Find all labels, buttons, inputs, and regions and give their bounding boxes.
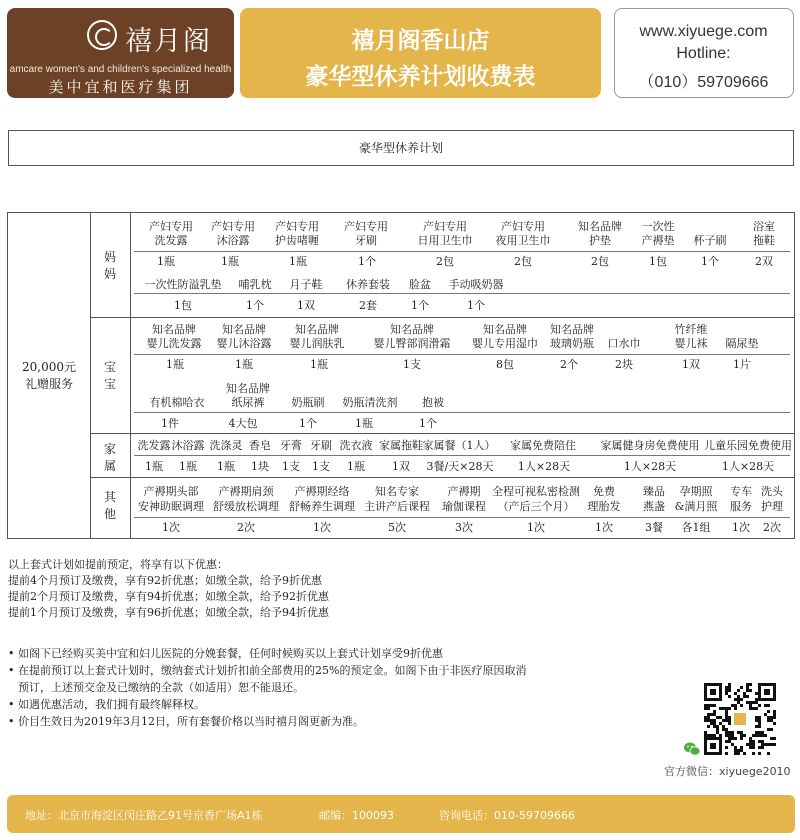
mom-row1-item-8-line1: 一次性 — [641, 220, 675, 233]
terms-notes — [8, 645, 526, 730]
family-row-item-1-qty: 1瓶 — [145, 460, 163, 473]
logo-box — [7, 8, 234, 98]
other-row-item-3-name: 舒畅养生调理 — [289, 500, 355, 513]
other-row-item-11-line1: 洗头 — [761, 485, 783, 498]
family-row-item-6-qty: 1支 — [312, 460, 330, 473]
other-row-item-7-line1: 免费 — [593, 485, 615, 498]
baby-row2-item-1-qty: 1件 — [161, 417, 179, 430]
other-row-item-2-line1: 产褥期肩颈 — [218, 485, 274, 498]
mom-row1-item-5-name: 日用卫生巾 — [417, 234, 473, 247]
mom-row1-item-2-line1: 产妇专用 — [211, 220, 255, 233]
other-row-item-8-name: 燕盏 — [643, 500, 665, 513]
other-row-item-7-qty: 1次 — [595, 521, 613, 534]
mom-row2-item-6-qty: 1个 — [467, 299, 485, 312]
family-row-item-4-name: 香皂 — [249, 439, 271, 452]
family-row-item-11-qty: 1人×28天 — [623, 460, 677, 473]
early-booking-offers — [8, 557, 329, 621]
footer-zipcode: 邮编：100093 — [319, 809, 394, 822]
mom-row1-item-7-line1: 知名品牌 — [578, 220, 622, 233]
mom-row2-item-4-name: 休养套装 — [346, 278, 390, 291]
family-row-item-4-qty: 1块 — [251, 460, 269, 473]
mom-row1-item-7-qty: 2包 — [591, 255, 609, 268]
wechat-account: 官方微信：xiyuege2010 — [664, 765, 791, 778]
baby-row2-item-3-qty: 1个 — [299, 417, 317, 430]
family-row-item-12-qty: 1人×28天 — [721, 460, 775, 473]
mom-row2-item-3-name: 月子鞋 — [289, 278, 323, 291]
logo-english: amcare women's and children's specialized health — [9, 64, 232, 75]
logo-emblem-icon — [87, 20, 117, 50]
family-row-item-10-qty: 1人×28天 — [517, 460, 571, 473]
other-row-item-10-qty: 1次 — [732, 521, 750, 534]
baby-row1-item-2-line1: 知名品牌 — [222, 323, 266, 336]
other-row-item-10-name: 服务 — [730, 500, 752, 513]
note-deposit: • 在提前预订以上套式计划时，缴纳套式计划折扣前全部费用的25%的预定金。如阁下由于非医疗原因取消 — [8, 662, 526, 679]
baby-row1-item-2-qty: 1瓶 — [235, 358, 253, 371]
baby-row1-item-8-name: 婴儿袜 — [674, 337, 708, 350]
family-row-item-11-name: 家属健身房免费使用 — [600, 439, 700, 452]
other-row-item-5-qty: 3次 — [455, 521, 473, 534]
family-row-item-3-name: 洗涤灵 — [209, 439, 243, 452]
mom-row1-item-1-name: 洗发露 — [154, 234, 188, 247]
family-row-item-5-qty: 1支 — [282, 460, 300, 473]
baby-row2-item-4-qty: 1瓶 — [355, 417, 373, 430]
baby-row1-item-6-qty: 2个 — [560, 358, 578, 371]
other-row-item-10-line1: 专车 — [730, 485, 752, 498]
mom-row2-item-3-qty: 1双 — [297, 299, 315, 312]
other-row-item-6-line1: 全程可视私密检测 — [492, 485, 580, 498]
baby-row1-item-5-qty: 8包 — [496, 358, 514, 371]
baby-row1-item-1-line1: 知名品牌 — [152, 323, 196, 336]
mom-row1-item-2-qty: 1瓶 — [221, 255, 239, 268]
mom-row2-item-2-qty: 1个 — [246, 299, 264, 312]
baby-row1-item-6-line1: 知名品牌 — [550, 323, 594, 336]
mom-row2-item-1-qty: 1包 — [174, 299, 192, 312]
mom-row1-item-10-name: 拖鞋 — [753, 234, 775, 247]
store-title: 禧月阁香山店 — [351, 28, 490, 54]
family-row-item-12-name: 儿童乐园免费使用 — [704, 439, 792, 452]
plan-title: 豪华型休养计划 — [8, 130, 794, 166]
mom-row1-item-5-qty: 2包 — [436, 255, 454, 268]
mom-row2-item-5-qty: 1个 — [411, 299, 429, 312]
baby-row2-item-5-name: 抱被 — [422, 396, 444, 409]
mom-row1-item-8-qty: 1包 — [649, 255, 667, 268]
baby-row2-item-1-name: 有机棉哈衣 — [149, 396, 205, 409]
other-row-item-9-qty: 各1组 — [681, 521, 711, 534]
family-row-item-8-name: 家属拖鞋 — [379, 439, 423, 452]
contact-box — [614, 8, 794, 98]
other-row-item-5-line1: 产褥期 — [447, 485, 481, 498]
offer-1-month: 提前1个月预订及缴费，享有96折优惠；如缴全款，给予94折优惠 — [8, 606, 329, 619]
baby-row2-item-2-line1: 知名品牌 — [226, 382, 270, 395]
other-row-item-2-name: 舒缓放松调理 — [213, 500, 279, 513]
baby-row1-item-4-name: 婴儿臀部润滑霜 — [373, 337, 451, 350]
baby-row1-item-8-qty: 1双 — [682, 358, 700, 371]
baby-row1-item-5-name: 婴儿专用湿巾 — [472, 337, 538, 350]
baby-row1-item-2-name: 婴儿沐浴露 — [216, 337, 272, 350]
logo-group-name: 美中宜和医疗集团 — [48, 78, 193, 96]
gift-amount: 20,000元 — [22, 360, 76, 374]
category-mom: 妈 妈 — [103, 250, 116, 281]
website-link[interactable]: www.xiyuege.com — [639, 23, 768, 40]
family-row-item-3-qty: 1瓶 — [217, 460, 235, 473]
mom-row1-item-1-line1: 产妇专用 — [149, 220, 193, 233]
mom-row1-item-6-qty: 2包 — [514, 255, 532, 268]
offer-2-months: 提前2个月预订及缴费，享有94折优惠；如缴全款，给予92折优惠 — [8, 590, 329, 603]
other-row-item-3-qty: 1次 — [313, 521, 331, 534]
family-row-item-2-name: 沐浴露 — [171, 439, 205, 452]
hotline-label: Hotline: — [676, 45, 731, 62]
baby-row1-item-8-line1: 竹纤维 — [674, 323, 708, 336]
baby-row1-item-6-name: 玻璃奶瓶 — [550, 337, 594, 350]
other-row-item-6-name: （产后三个月） — [497, 500, 575, 513]
mom-row2-item-1-name: 一次性防溢乳垫 — [144, 278, 222, 291]
other-row-item-1-qty: 1次 — [162, 521, 180, 534]
baby-row2-item-2-qty: 4大包 — [228, 417, 258, 430]
mom-row2-item-5-name: 脸盆 — [409, 278, 431, 291]
gift-label: 礼赠服务 — [24, 377, 73, 391]
footer-bar — [7, 795, 795, 833]
mom-row1-item-2-name: 沐浴露 — [216, 234, 250, 247]
mom-row1-item-9-qty: 1个 — [701, 255, 719, 268]
price-sheet-title: 豪华型休养计划收费表 — [305, 64, 536, 90]
mom-row1-item-1-qty: 1瓶 — [157, 255, 175, 268]
mom-row1-item-3-name: 护齿啫喱 — [275, 234, 319, 247]
baby-row1-item-3-line1: 知名品牌 — [295, 323, 339, 336]
other-row-item-4-qty: 5次 — [388, 521, 406, 534]
mom-row2-item-4-qty: 2套 — [359, 299, 377, 312]
mom-row1-item-8-name: 产褥垫 — [641, 234, 675, 247]
mom-row1-item-3-qty: 1瓶 — [289, 255, 307, 268]
other-row-item-2-qty: 2次 — [237, 521, 255, 534]
other-row-item-1-line1: 产褥期头部 — [143, 485, 199, 498]
baby-row1-item-7-name: 口水巾 — [607, 337, 641, 350]
baby-row1-item-9-name: 隔尿垫 — [725, 337, 759, 350]
other-row-item-5-name: 瑜伽课程 — [442, 500, 486, 513]
family-row-item-8-qty: 1双 — [392, 460, 410, 473]
mom-row2-item-2-name: 哺乳枕 — [238, 278, 272, 291]
family-row-item-1-name: 洗发露 — [137, 439, 171, 452]
other-row-item-11-qty: 2次 — [763, 521, 781, 534]
wechat-qr-code — [704, 683, 776, 755]
other-row-item-11-name: 护理 — [761, 500, 783, 513]
hotline-phone: （010）59709666 — [638, 74, 769, 91]
mom-row1-item-6-line1: 产妇专用 — [501, 220, 545, 233]
family-row-item-5-name: 牙膏 — [280, 439, 302, 452]
other-row-item-8-line1: 臻品 — [643, 485, 665, 498]
baby-row1-item-1-name: 婴儿洗发露 — [146, 337, 202, 350]
mom-row1-item-3-line1: 产妇专用 — [275, 220, 319, 233]
baby-row1-item-5-line1: 知名品牌 — [483, 323, 527, 336]
family-row-item-9-name: 家属餐（1人） — [422, 439, 496, 452]
baby-row1-item-4-line1: 知名品牌 — [390, 323, 434, 336]
offers-intro: 以上套式计划如提前预定，将享有以下优惠： — [8, 558, 228, 571]
mom-row1-item-10-line1: 浴室 — [753, 220, 775, 233]
baby-row2-item-2-name: 纸尿裤 — [231, 396, 265, 409]
other-row-item-9-name: &满月照 — [674, 500, 718, 513]
mom-row1-item-4-line1: 产妇专用 — [344, 220, 388, 233]
baby-row2-item-4-name: 奶瓶清洗剂 — [342, 396, 398, 409]
other-row-item-8-qty: 3餐 — [645, 521, 663, 534]
baby-row1-item-1-qty: 1瓶 — [166, 358, 184, 371]
baby-row2-item-5-qty: 1个 — [419, 417, 437, 430]
mom-row1-item-5-line1: 产妇专用 — [423, 220, 467, 233]
baby-row1-item-7-qty: 2块 — [615, 358, 633, 371]
mom-row1-item-9-name: 杯子刷 — [693, 234, 727, 247]
other-row-item-4-line1: 知名专家 — [375, 485, 419, 498]
baby-row1-item-9-qty: 1片 — [733, 358, 751, 371]
footer-address: 地址：北京市海淀区闵庄路乙91号京香广场A1栋 — [25, 809, 263, 822]
logo-text: 禧月阁 — [125, 26, 212, 57]
family-row-item-10-name: 家属免费陪住 — [510, 439, 576, 452]
other-row-item-4-name: 主讲产后课程 — [364, 500, 430, 513]
offer-4-months: 提前4个月预订及缴费，享有92折优惠；如缴全款，给予9折优惠 — [8, 574, 322, 587]
category-family: 家 属 — [103, 442, 116, 473]
other-row-item-1-name: 安神助眠调理 — [138, 500, 204, 513]
family-row-item-9-qty: 3餐/天×28天 — [426, 460, 494, 473]
mom-row1-item-6-name: 夜用卫生巾 — [495, 234, 551, 247]
family-row-item-6-name: 牙刷 — [310, 439, 332, 452]
wechat-icon — [684, 742, 700, 756]
title-banner — [240, 8, 601, 98]
baby-row1-item-4-qty: 1支 — [403, 358, 421, 371]
qr-logo-icon — [732, 711, 748, 727]
note-delivery-package: • 如阁下已经购买美中宜和妇儿医院的分娩套餐，任何时候购买以上套式计划享受9折优惠 — [8, 645, 526, 662]
footer-phone: 咨询电话：010-59709666 — [439, 809, 575, 822]
category-baby: 宝 宝 — [103, 360, 116, 391]
family-row-item-2-qty: 1瓶 — [179, 460, 197, 473]
baby-row1-item-3-name: 婴儿润肤乳 — [289, 337, 345, 350]
baby-row2-item-3-name: 奶瓶刷 — [291, 396, 325, 409]
category-other: 其 他 — [103, 490, 116, 521]
service-table — [7, 212, 795, 539]
mom-row2-item-6-name: 手动吸奶器 — [448, 278, 504, 291]
note-effective-date: • 价目生效日为2019年3月12日，所有套餐价格以当时禧月阁更新为准。 — [8, 713, 526, 730]
family-row-item-7-qty: 1瓶 — [347, 460, 365, 473]
other-row-item-7-name: 理胎发 — [587, 500, 621, 513]
mom-row1-item-7-name: 护垫 — [589, 234, 611, 247]
other-row-item-9-line1: 孕期照 — [679, 485, 713, 498]
note-interpretation: • 如遇优惠活动，我们拥有最终解释权。 — [8, 696, 526, 713]
mom-row1-item-4-qty: 1个 — [358, 255, 376, 268]
mom-row1-item-4-name: 牙刷 — [355, 234, 377, 247]
family-row-item-7-name: 洗衣液 — [339, 439, 373, 452]
other-row-item-6-qty: 1次 — [527, 521, 545, 534]
mom-row1-item-10-qty: 2双 — [755, 255, 773, 268]
note-deposit-continued: 预订，上述预交金及已缴纳的全款（如适用）恕不能退还。 — [18, 681, 304, 694]
other-row-item-3-line1: 产褥期经络 — [294, 485, 350, 498]
baby-row1-item-3-qty: 1瓶 — [310, 358, 328, 371]
